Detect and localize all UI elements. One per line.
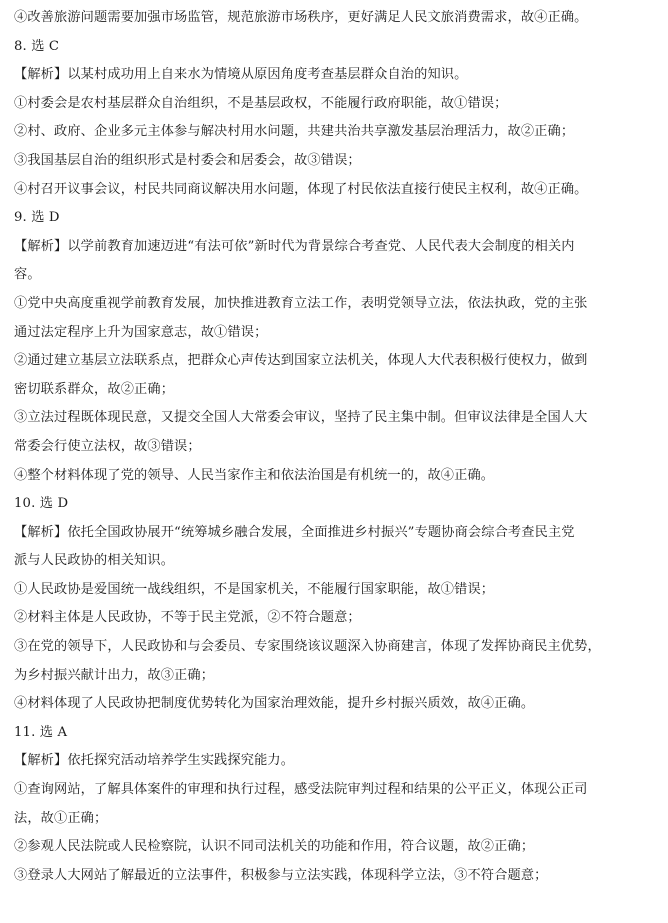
question-heading: 8. 选 C — [14, 38, 60, 54]
text-line: 为乡村振兴献计出力，故③正确； — [14, 667, 215, 683]
text-line: 通过法定程序上升为国家意志，故①错误； — [14, 324, 268, 340]
analysis-line: 【解析】以某村成功用上自来水为情境从原因角度考查基层群众自治的知识。 — [14, 67, 468, 83]
question-heading: 10. 选 D — [14, 496, 69, 512]
text-line: ③登录人大网站了解最近的立法事件，积极参与立法实践，体现科学立法，③不符合题意； — [14, 867, 548, 883]
text-line: 法，故①正确； — [14, 810, 108, 826]
text-line: ②参观人民法院或人民检察院，认识不同司法机关的功能和作用，符合议题，故②正确； — [14, 839, 535, 855]
text-line: ④材料体现了人民政协把制度优势转化为国家治理效能，提升乡村振兴质效，故④正确。 — [14, 696, 535, 712]
analysis-line: 【解析】依托探究活动培养学生实践探究能力。 — [14, 753, 295, 769]
analysis-line: 【解析】以学前教育加速迈进“有法可依”新时代为背景综合考查党、人民代表大会制度的相关内 — [14, 238, 575, 254]
text-line: ④村召开议事会议，村民共同商议解决用水问题，体现了村民依法直接行使民主权利，故④正确。 — [14, 181, 588, 197]
text-line: ②通过建立基层立法联系点，把群众心声传达到国家立法机关，体现人大代表积极行使权力，做到 — [14, 353, 588, 369]
text-line: ①村委会是农村基层群众自治组织，不是基层政权，不能履行政府职能，故①错误； — [14, 95, 508, 111]
text-line: 容。 — [14, 267, 41, 283]
text-line: ①人民政协是爱国统一战线组织，不是国家机关，不能履行国家职能，故①错误； — [14, 581, 495, 597]
text-line: ④改善旅游问题需要加强市场监管，规范旅游市场秩序，更好满足人民文旅消费需求，故④正确。 — [14, 10, 588, 25]
text-line: 常委会行使立法权，故③错误； — [14, 438, 201, 454]
text-line: ②材料主体是人民政协，不等于民主党派，②不符合题意； — [14, 610, 361, 626]
text-line: ③我国基层自治的组织形式是村委会和居委会，故③错误； — [14, 152, 361, 168]
question-heading: 11. 选 A — [14, 724, 68, 740]
question-heading: 9. 选 D — [14, 210, 60, 226]
analysis-line: 【解析】依托全国政协展开“统筹城乡融合发展，全面推进乡村振兴”专题协商会综合考查民主党 — [14, 524, 575, 540]
text-line: 派与人民政协的相关知识。 — [14, 553, 175, 569]
text-line: ①党中央高度重视学前教育发展，加快推进教育立法工作，表明党领导立法，依法执政，党的主张 — [14, 295, 588, 311]
text-line: ③立法过程既体现民意，又提交全国人大常委会审议，坚持了民主集中制。但审议法律是全国人大 — [14, 410, 588, 426]
text-line: ①查询网站，了解具体案件的审理和执行过程，感受法院审判过程和结果的公平正义，体现公正司 — [14, 782, 588, 798]
text-line: 密切联系群众，故②正确； — [14, 381, 175, 397]
text-line: ②村、政府、企业多元主体参与解决村用水问题，共建共治共享激发基层治理活力，故②正确； — [14, 124, 575, 140]
text-line: ④整个材料体现了党的领导、人民当家作主和依法治国是有机统一的，故④正确。 — [14, 467, 495, 483]
text-line: ③在党的领导下，人民政协和与会委员、专家围绕该议题深入协商建言，体现了发挥协商民主优势， — [14, 639, 601, 655]
